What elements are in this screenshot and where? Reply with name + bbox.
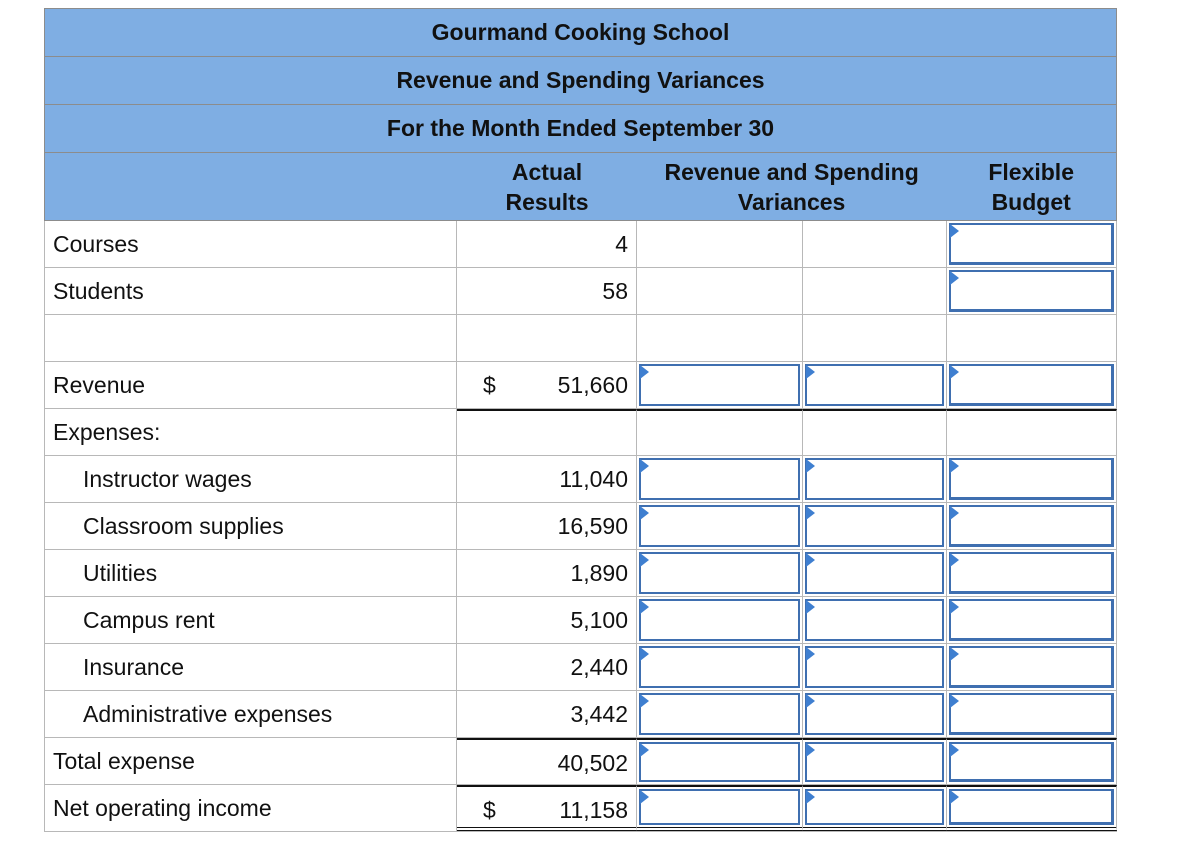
variance-cell [637,362,803,408]
variance-label-cell [803,503,947,549]
variance-label-cell [803,221,947,267]
variance-label-cell [803,362,947,408]
variance-cell [637,268,803,314]
variance-cell [637,409,803,455]
row-label [44,315,457,361]
variance-cell [637,456,803,502]
variances-header [637,153,946,220]
variance-cell [637,315,803,361]
dollar-sign: $ [483,797,496,823]
column-headers [44,152,1117,221]
variance-cell [637,691,803,737]
report-period: For the Month Ended September 30 [44,104,1117,152]
variance-label-input-utilities[interactable] [805,552,944,594]
flex-budget-cell [947,644,1117,690]
flex-budget-cell [947,503,1117,549]
actual-value: 1,890 [457,550,637,596]
row-label: Revenue [44,362,457,408]
row-label: Administrative expenses [44,691,457,737]
flex-budget-input-net-operating-income[interactable] [949,789,1114,825]
variance-label-cell [803,315,947,361]
variance-input-campus-rent[interactable] [639,599,800,641]
flex-budget-cell [947,691,1117,737]
row-label: Courses [44,221,457,267]
flex-budget-cell [947,597,1117,643]
variance-label-input-revenue[interactable] [805,364,944,406]
flex-budget-cell [947,315,1117,361]
flexible-budget-header [946,153,1116,220]
variance-label-input-insurance[interactable] [805,646,944,688]
flex-budget-cell [947,785,1117,831]
variance-input-administrative-expenses[interactable] [639,693,800,735]
flex-budget-input-revenue[interactable] [949,364,1114,406]
table-row-students [44,268,1117,315]
variance-input-instructor-wages[interactable] [639,458,800,500]
actual-value-cell [457,785,637,831]
variance-input-utilities[interactable] [639,552,800,594]
flex-budget-input-campus-rent[interactable] [949,599,1114,641]
table-row-insurance [44,644,1117,691]
variance-label-cell [803,550,947,596]
table-row-administrative-expenses [44,691,1117,738]
variance-header-line1: Revenue and Spending [664,158,919,185]
variance-label-cell [803,644,947,690]
table-row-total-expense [44,738,1117,785]
flex-header-line1: Flexible [988,158,1074,185]
actual-value: 3,442 [457,691,637,737]
actual-value: 51,660 [557,372,628,398]
row-label: Net operating income [44,785,457,831]
actual-value: 11,158 [559,797,628,823]
variance-report-table [44,8,1117,832]
variance-label-input-total-expense[interactable] [805,742,944,782]
table-row-expenses-heading [44,409,1117,456]
row-label: Classroom supplies [44,503,457,549]
flex-budget-input-classroom-supplies[interactable] [949,505,1114,547]
variance-header-line2: Variances [737,188,846,215]
flex-budget-cell [947,268,1117,314]
actual-value: 40,502 [457,738,637,784]
actual-header-line1: Actual [511,158,583,185]
variance-label-cell [803,268,947,314]
row-label: Instructor wages [44,456,457,502]
variance-label-input-instructor-wages[interactable] [805,458,944,500]
variance-input-total-expense[interactable] [639,742,800,782]
report-title: Gourmand Cooking School [44,8,1117,56]
flex-budget-input-administrative-expenses[interactable] [949,693,1114,735]
flex-budget-cell [947,738,1117,784]
flex-budget-cell [947,456,1117,502]
actual-value-cell [457,362,637,408]
variance-label-cell [803,597,947,643]
variance-cell [637,644,803,690]
row-label: Expenses: [44,409,457,455]
flex-budget-cell [947,221,1117,267]
flex-budget-input-instructor-wages[interactable] [949,458,1114,500]
variance-label-cell [803,785,947,831]
flex-budget-cell [947,362,1117,408]
row-label: Campus rent [44,597,457,643]
variance-cell [637,597,803,643]
variance-label-cell [803,691,947,737]
table-row-classroom-supplies [44,503,1117,550]
actual-value: 2,440 [457,644,637,690]
flex-header-line2: Budget [991,188,1071,215]
actual-value: 4 [457,221,637,267]
variance-input-insurance[interactable] [639,646,800,688]
variance-label-input-classroom-supplies[interactable] [805,505,944,547]
table-row-courses [44,221,1117,268]
flex-budget-cell [947,550,1117,596]
variance-cell [637,785,803,831]
actual-value [457,315,637,361]
variance-label-input-administrative-expenses[interactable] [805,693,944,735]
label-column-header [45,153,457,220]
actual-value: 11,040 [457,456,637,502]
row-label: Insurance [44,644,457,690]
dollar-sign: $ [483,372,496,398]
variance-label-cell [803,738,947,784]
actual-value: 5,100 [457,597,637,643]
flex-budget-input-insurance[interactable] [949,646,1114,688]
row-label: Utilities [44,550,457,596]
actual-value: 58 [457,268,637,314]
flex-budget-input-total-expense[interactable] [949,742,1114,782]
actual-value: 16,590 [457,503,637,549]
table-row-campus-rent [44,597,1117,644]
variance-input-net-operating-income[interactable] [639,789,800,825]
table-row-instructor-wages [44,456,1117,503]
actual-header-line2: Results [505,188,589,215]
variance-input-revenue[interactable] [639,364,800,406]
actual-results-header [457,153,637,220]
variance-cell [637,550,803,596]
table-row-net-operating-income [44,785,1117,832]
variance-cell [637,221,803,267]
variance-cell [637,738,803,784]
actual-value [457,409,637,455]
variance-label-input-net-operating-income[interactable] [805,789,944,825]
table-row-revenue [44,362,1117,409]
variance-label-cell [803,456,947,502]
flex-budget-cell [947,409,1117,455]
table-row-blank [44,315,1117,362]
row-label: Total expense [44,738,457,784]
report-subtitle: Revenue and Spending Variances [44,56,1117,104]
variance-cell [637,503,803,549]
variance-input-classroom-supplies[interactable] [639,505,800,547]
row-label: Students [44,268,457,314]
table-row-utilities [44,550,1117,597]
variance-label-cell [803,409,947,455]
flex-budget-input-courses[interactable] [949,223,1114,265]
flex-budget-input-utilities[interactable] [949,552,1114,594]
flex-budget-input-students[interactable] [949,270,1114,312]
variance-label-input-campus-rent[interactable] [805,599,944,641]
